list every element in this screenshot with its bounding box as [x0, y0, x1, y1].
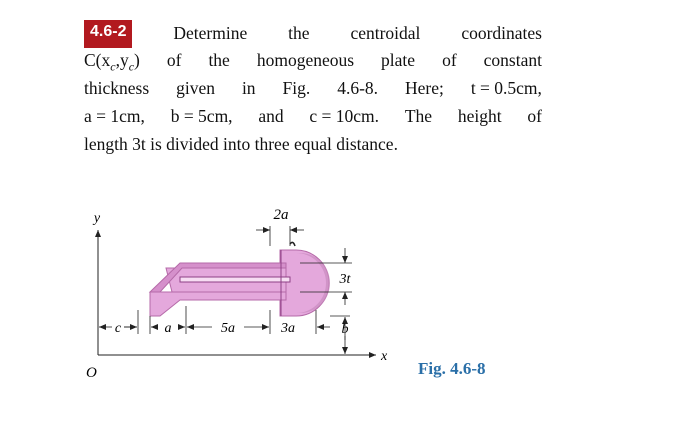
x-axis-label: x [381, 349, 388, 364]
plate-head-dark [290, 242, 295, 246]
given-t: t = 0.5cm, [470, 78, 542, 98]
origin-label: O [86, 365, 97, 381]
word: thickness [84, 78, 150, 98]
given-b: b = 5cm, [170, 106, 233, 126]
problem-line-5: length 3t is divided into three equal distance. [84, 134, 398, 154]
given-c: c = 10cm. [309, 106, 380, 126]
word: in [241, 78, 256, 98]
word: plate [381, 50, 416, 70]
plate-shape [150, 242, 330, 316]
plate-head [280, 250, 329, 316]
dim-3a-label: 3a [281, 321, 295, 336]
figure-caption: Fig. 4.6-8 [418, 359, 486, 378]
word: Here; [404, 78, 444, 98]
dim-3t-label: 3t [339, 272, 351, 287]
y-axis-label: y [93, 211, 101, 226]
centroid-notation: $C(x_c,y_c)$ [84, 50, 140, 74]
given-a: a = 1cm, [84, 106, 145, 126]
problem-number-badge: 4.6-2 [84, 20, 132, 48]
word: constant [483, 50, 542, 70]
word: and [258, 106, 284, 126]
dim-5a-label: 5a [221, 321, 235, 336]
dim-b-label: b [341, 322, 349, 337]
word: of [442, 50, 457, 70]
word: centroidal [350, 23, 421, 43]
word: height [457, 106, 502, 126]
dim-c-label: c [114, 321, 122, 336]
dim-2a-label: 2a [273, 207, 289, 223]
word: Fig. [282, 78, 311, 98]
plate-slot [180, 277, 290, 282]
plate-tail [150, 292, 286, 316]
word: coordinates [461, 23, 542, 43]
word: homogeneous [256, 50, 355, 70]
word: given [176, 78, 215, 98]
word: Determine [173, 23, 248, 43]
word: 4.6-8. [337, 78, 379, 98]
word: the [288, 23, 310, 43]
word: of [527, 106, 542, 126]
word: of [166, 50, 182, 70]
dim-a-label: a [164, 321, 172, 336]
word: the [208, 50, 230, 70]
word: The [404, 106, 433, 126]
